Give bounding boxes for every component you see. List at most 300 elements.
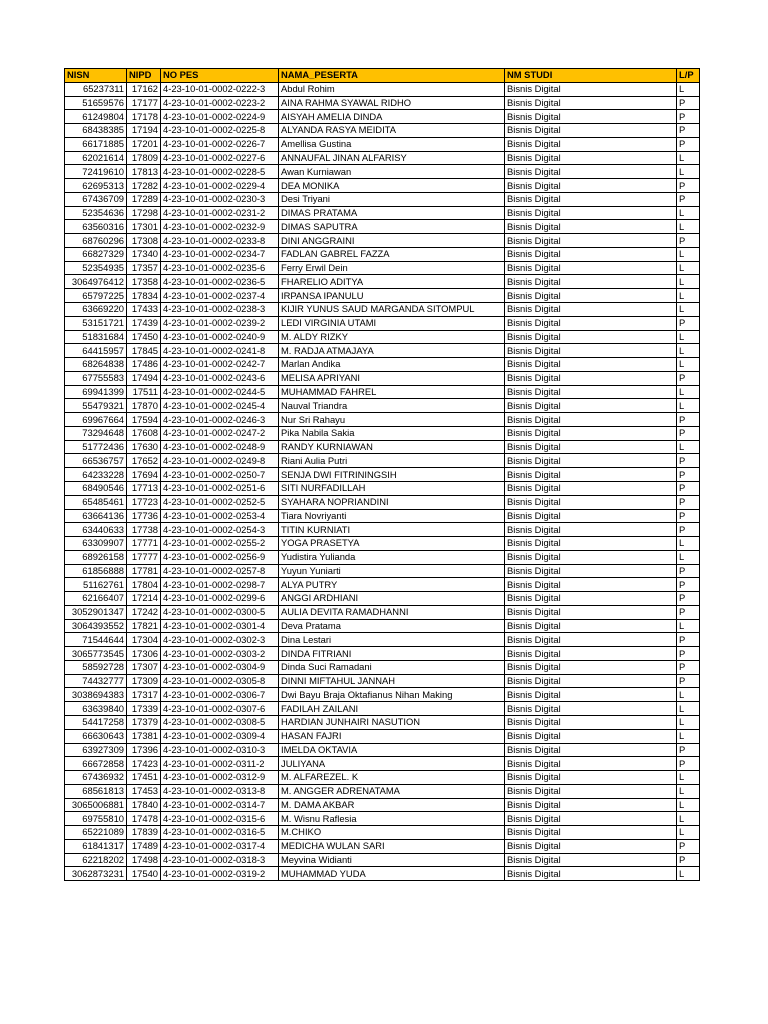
- cell-nipd[interactable]: 17870: [127, 399, 161, 413]
- cell-nipd[interactable]: 17381: [127, 729, 161, 743]
- cell-lp[interactable]: P: [677, 234, 700, 248]
- cell-no-pes[interactable]: 4-23-10-01-0002-0300-5: [161, 605, 279, 619]
- cell-nipd[interactable]: 17307: [127, 660, 161, 674]
- cell-no-pes[interactable]: 4-23-10-01-0002-0244-5: [161, 385, 279, 399]
- cell-nipd[interactable]: 17453: [127, 784, 161, 798]
- cell-nipd[interactable]: 17713: [127, 481, 161, 495]
- cell-no-pes[interactable]: 4-23-10-01-0002-0224-9: [161, 110, 279, 124]
- cell-lp[interactable]: L: [677, 220, 700, 234]
- cell-no-pes[interactable]: 4-23-10-01-0002-0255-2: [161, 537, 279, 551]
- cell-nama-peserta[interactable]: FADLAN GABREL FAZZA: [279, 247, 505, 261]
- cell-nm-studi[interactable]: Bisnis Digital: [505, 550, 677, 564]
- cell-nama-peserta[interactable]: KIJIR YUNUS SAUD MARGANDA SITOMPUL: [279, 303, 505, 317]
- cell-nm-studi[interactable]: Bisnis Digital: [505, 371, 677, 385]
- cell-nipd[interactable]: 17777: [127, 550, 161, 564]
- cell-nama-peserta[interactable]: Riani Aulia Putri: [279, 454, 505, 468]
- cell-no-pes[interactable]: 4-23-10-01-0002-0247-2: [161, 426, 279, 440]
- cell-nama-peserta[interactable]: MUHAMMAD YUDA: [279, 867, 505, 881]
- cell-no-pes[interactable]: 4-23-10-01-0002-0251-6: [161, 481, 279, 495]
- cell-no-pes[interactable]: 4-23-10-01-0002-0250-7: [161, 468, 279, 482]
- cell-no-pes[interactable]: 4-23-10-01-0002-0240-9: [161, 330, 279, 344]
- header-nipd[interactable]: NIPD: [127, 69, 161, 83]
- cell-lp[interactable]: P: [677, 674, 700, 688]
- cell-no-pes[interactable]: 4-23-10-01-0002-0229-4: [161, 179, 279, 193]
- cell-nama-peserta[interactable]: M.CHIKO: [279, 826, 505, 840]
- cell-no-pes[interactable]: 4-23-10-01-0002-0230-3: [161, 192, 279, 206]
- cell-lp[interactable]: L: [677, 688, 700, 702]
- cell-nisn[interactable]: 3038694383: [65, 688, 127, 702]
- cell-nisn[interactable]: 68760296: [65, 234, 127, 248]
- cell-lp[interactable]: L: [677, 715, 700, 729]
- cell-no-pes[interactable]: 4-23-10-01-0002-0254-3: [161, 523, 279, 537]
- cell-nama-peserta[interactable]: ALYANDA RASYA MEIDITA: [279, 124, 505, 138]
- cell-nama-peserta[interactable]: SYAHARA NOPRIANDINI: [279, 495, 505, 509]
- cell-nm-studi[interactable]: Bisnis Digital: [505, 234, 677, 248]
- cell-nama-peserta[interactable]: Abdul Rohim: [279, 82, 505, 96]
- cell-nipd[interactable]: 17317: [127, 688, 161, 702]
- cell-nipd[interactable]: 17511: [127, 385, 161, 399]
- cell-nipd[interactable]: 17194: [127, 124, 161, 138]
- cell-nisn[interactable]: 61856888: [65, 564, 127, 578]
- cell-nipd[interactable]: 17840: [127, 798, 161, 812]
- cell-lp[interactable]: P: [677, 316, 700, 330]
- cell-nisn[interactable]: 64233228: [65, 468, 127, 482]
- cell-nisn[interactable]: 52354636: [65, 206, 127, 220]
- cell-nama-peserta[interactable]: Dina Lestari: [279, 633, 505, 647]
- cell-nm-studi[interactable]: Bisnis Digital: [505, 192, 677, 206]
- cell-nipd[interactable]: 17451: [127, 771, 161, 785]
- cell-nipd[interactable]: 17162: [127, 82, 161, 96]
- cell-nama-peserta[interactable]: ALYA PUTRY: [279, 578, 505, 592]
- cell-lp[interactable]: L: [677, 771, 700, 785]
- cell-nama-peserta[interactable]: FHARELIO ADITYA: [279, 275, 505, 289]
- cell-no-pes[interactable]: 4-23-10-01-0002-0313-8: [161, 784, 279, 798]
- cell-nisn[interactable]: 71544644: [65, 633, 127, 647]
- cell-nm-studi[interactable]: Bisnis Digital: [505, 303, 677, 317]
- cell-no-pes[interactable]: 4-23-10-01-0002-0246-3: [161, 413, 279, 427]
- cell-no-pes[interactable]: 4-23-10-01-0002-0317-4: [161, 839, 279, 853]
- cell-no-pes[interactable]: 4-23-10-01-0002-0318-3: [161, 853, 279, 867]
- cell-lp[interactable]: P: [677, 192, 700, 206]
- cell-lp[interactable]: P: [677, 454, 700, 468]
- cell-nisn[interactable]: 66536757: [65, 454, 127, 468]
- cell-nm-studi[interactable]: Bisnis Digital: [505, 330, 677, 344]
- cell-lp[interactable]: L: [677, 358, 700, 372]
- cell-no-pes[interactable]: 4-23-10-01-0002-0225-8: [161, 124, 279, 138]
- cell-nm-studi[interactable]: Bisnis Digital: [505, 468, 677, 482]
- cell-nm-studi[interactable]: Bisnis Digital: [505, 853, 677, 867]
- cell-nisn[interactable]: 53151721: [65, 316, 127, 330]
- cell-nm-studi[interactable]: Bisnis Digital: [505, 757, 677, 771]
- cell-nm-studi[interactable]: Bisnis Digital: [505, 784, 677, 798]
- cell-nisn[interactable]: 58592728: [65, 660, 127, 674]
- cell-nisn[interactable]: 65221089: [65, 826, 127, 840]
- cell-no-pes[interactable]: 4-23-10-01-0002-0299-6: [161, 592, 279, 606]
- cell-nisn[interactable]: 51162761: [65, 578, 127, 592]
- cell-nipd[interactable]: 17177: [127, 96, 161, 110]
- cell-nisn[interactable]: 63309907: [65, 537, 127, 551]
- cell-nama-peserta[interactable]: SENJA DWI FITRININGSIH: [279, 468, 505, 482]
- cell-no-pes[interactable]: 4-23-10-01-0002-0315-6: [161, 812, 279, 826]
- cell-no-pes[interactable]: 4-23-10-01-0002-0237-4: [161, 289, 279, 303]
- cell-nama-peserta[interactable]: M. ALFAREZEL. K: [279, 771, 505, 785]
- cell-nisn[interactable]: 51659576: [65, 96, 127, 110]
- cell-nm-studi[interactable]: Bisnis Digital: [505, 82, 677, 96]
- cell-lp[interactable]: L: [677, 867, 700, 881]
- cell-nisn[interactable]: 62218202: [65, 853, 127, 867]
- cell-lp[interactable]: L: [677, 303, 700, 317]
- cell-nipd[interactable]: 17723: [127, 495, 161, 509]
- cell-nisn[interactable]: 63560316: [65, 220, 127, 234]
- cell-nipd[interactable]: 17450: [127, 330, 161, 344]
- cell-nm-studi[interactable]: Bisnis Digital: [505, 674, 677, 688]
- cell-lp[interactable]: L: [677, 399, 700, 413]
- cell-nisn[interactable]: 61249804: [65, 110, 127, 124]
- cell-nipd[interactable]: 17630: [127, 440, 161, 454]
- cell-lp[interactable]: L: [677, 440, 700, 454]
- cell-no-pes[interactable]: 4-23-10-01-0002-0242-7: [161, 358, 279, 372]
- cell-nm-studi[interactable]: Bisnis Digital: [505, 771, 677, 785]
- cell-lp[interactable]: P: [677, 592, 700, 606]
- cell-nipd[interactable]: 17439: [127, 316, 161, 330]
- cell-nisn[interactable]: 51831684: [65, 330, 127, 344]
- cell-nipd[interactable]: 17304: [127, 633, 161, 647]
- cell-nama-peserta[interactable]: HARDIAN JUNHAIRI NASUTION: [279, 715, 505, 729]
- cell-nama-peserta[interactable]: Marlan Andika: [279, 358, 505, 372]
- cell-nama-peserta[interactable]: DINNI MIFTAHUL JANNAH: [279, 674, 505, 688]
- cell-nama-peserta[interactable]: IMELDA OKTAVIA: [279, 743, 505, 757]
- cell-no-pes[interactable]: 4-23-10-01-0002-0252-5: [161, 495, 279, 509]
- cell-nisn[interactable]: 65797225: [65, 289, 127, 303]
- cell-nisn[interactable]: 68490546: [65, 481, 127, 495]
- cell-nama-peserta[interactable]: Yudistira Yulianda: [279, 550, 505, 564]
- cell-lp[interactable]: L: [677, 784, 700, 798]
- cell-nama-peserta[interactable]: DINDA FITRIANI: [279, 647, 505, 661]
- cell-nama-peserta[interactable]: Yuyun Yuniarti: [279, 564, 505, 578]
- cell-lp[interactable]: P: [677, 578, 700, 592]
- cell-nama-peserta[interactable]: AULIA DEVITA RAMADHANNI: [279, 605, 505, 619]
- cell-no-pes[interactable]: 4-23-10-01-0002-0245-4: [161, 399, 279, 413]
- cell-no-pes[interactable]: 4-23-10-01-0002-0306-7: [161, 688, 279, 702]
- cell-no-pes[interactable]: 4-23-10-01-0002-0227-6: [161, 151, 279, 165]
- cell-no-pes[interactable]: 4-23-10-01-0002-0319-2: [161, 867, 279, 881]
- cell-nipd[interactable]: 17340: [127, 247, 161, 261]
- cell-nipd[interactable]: 17396: [127, 743, 161, 757]
- cell-lp[interactable]: P: [677, 124, 700, 138]
- cell-nm-studi[interactable]: Bisnis Digital: [505, 523, 677, 537]
- cell-nisn[interactable]: 67436709: [65, 192, 127, 206]
- cell-nm-studi[interactable]: Bisnis Digital: [505, 261, 677, 275]
- cell-lp[interactable]: P: [677, 743, 700, 757]
- cell-lp[interactable]: L: [677, 729, 700, 743]
- cell-nisn[interactable]: 74432777: [65, 674, 127, 688]
- cell-nm-studi[interactable]: Bisnis Digital: [505, 137, 677, 151]
- cell-nama-peserta[interactable]: FADILAH ZAILANI: [279, 702, 505, 716]
- cell-nisn[interactable]: 54417258: [65, 715, 127, 729]
- cell-nama-peserta[interactable]: RANDY KURNIAWAN: [279, 440, 505, 454]
- cell-lp[interactable]: P: [677, 137, 700, 151]
- cell-nipd[interactable]: 17594: [127, 413, 161, 427]
- cell-nama-peserta[interactable]: MUHAMMAD FAHREL: [279, 385, 505, 399]
- cell-nama-peserta[interactable]: YOGA PRASETYA: [279, 537, 505, 551]
- cell-no-pes[interactable]: 4-23-10-01-0002-0232-9: [161, 220, 279, 234]
- cell-lp[interactable]: P: [677, 523, 700, 537]
- cell-nipd[interactable]: 17489: [127, 839, 161, 853]
- cell-lp[interactable]: P: [677, 757, 700, 771]
- cell-no-pes[interactable]: 4-23-10-01-0002-0239-2: [161, 316, 279, 330]
- cell-nipd[interactable]: 17201: [127, 137, 161, 151]
- cell-no-pes[interactable]: 4-23-10-01-0002-0305-8: [161, 674, 279, 688]
- cell-nama-peserta[interactable]: SITI NURFADILLAH: [279, 481, 505, 495]
- cell-nm-studi[interactable]: Bisnis Digital: [505, 316, 677, 330]
- cell-nisn[interactable]: 66630643: [65, 729, 127, 743]
- cell-no-pes[interactable]: 4-23-10-01-0002-0238-3: [161, 303, 279, 317]
- cell-nm-studi[interactable]: Bisnis Digital: [505, 715, 677, 729]
- cell-no-pes[interactable]: 4-23-10-01-0002-0311-2: [161, 757, 279, 771]
- cell-nm-studi[interactable]: Bisnis Digital: [505, 481, 677, 495]
- cell-nipd[interactable]: 17608: [127, 426, 161, 440]
- cell-nm-studi[interactable]: Bisnis Digital: [505, 633, 677, 647]
- cell-lp[interactable]: L: [677, 261, 700, 275]
- cell-nm-studi[interactable]: Bisnis Digital: [505, 660, 677, 674]
- cell-nipd[interactable]: 17478: [127, 812, 161, 826]
- cell-nm-studi[interactable]: Bisnis Digital: [505, 206, 677, 220]
- cell-nama-peserta[interactable]: MELISA APRIYANI: [279, 371, 505, 385]
- cell-lp[interactable]: P: [677, 413, 700, 427]
- cell-nisn[interactable]: 72419610: [65, 165, 127, 179]
- cell-nm-studi[interactable]: Bisnis Digital: [505, 647, 677, 661]
- cell-no-pes[interactable]: 4-23-10-01-0002-0222-3: [161, 82, 279, 96]
- cell-no-pes[interactable]: 4-23-10-01-0002-0236-5: [161, 275, 279, 289]
- cell-no-pes[interactable]: 4-23-10-01-0002-0234-7: [161, 247, 279, 261]
- cell-nm-studi[interactable]: Bisnis Digital: [505, 812, 677, 826]
- cell-lp[interactable]: P: [677, 509, 700, 523]
- header-nisn[interactable]: NISN: [65, 69, 127, 83]
- cell-no-pes[interactable]: 4-23-10-01-0002-0223-2: [161, 96, 279, 110]
- header-nm-studi[interactable]: NM STUDI: [505, 69, 677, 83]
- cell-nm-studi[interactable]: Bisnis Digital: [505, 509, 677, 523]
- cell-nisn[interactable]: 63927309: [65, 743, 127, 757]
- cell-nipd[interactable]: 17433: [127, 303, 161, 317]
- header-lp[interactable]: L/P: [677, 69, 700, 83]
- cell-nama-peserta[interactable]: M. Wisnu Raflesia: [279, 812, 505, 826]
- cell-nisn[interactable]: 66827329: [65, 247, 127, 261]
- cell-nipd[interactable]: 17821: [127, 619, 161, 633]
- cell-nisn[interactable]: 63669220: [65, 303, 127, 317]
- header-no-pes[interactable]: NO PES: [161, 69, 279, 83]
- cell-nipd[interactable]: 17309: [127, 674, 161, 688]
- cell-nama-peserta[interactable]: Nauval Triandra: [279, 399, 505, 413]
- cell-nm-studi[interactable]: Bisnis Digital: [505, 385, 677, 399]
- cell-nama-peserta[interactable]: JULIYANA: [279, 757, 505, 771]
- cell-nipd[interactable]: 17298: [127, 206, 161, 220]
- cell-nipd[interactable]: 17809: [127, 151, 161, 165]
- cell-nipd[interactable]: 17178: [127, 110, 161, 124]
- cell-nm-studi[interactable]: Bisnis Digital: [505, 564, 677, 578]
- cell-nisn[interactable]: 51772436: [65, 440, 127, 454]
- cell-nm-studi[interactable]: Bisnis Digital: [505, 96, 677, 110]
- cell-lp[interactable]: P: [677, 853, 700, 867]
- cell-nm-studi[interactable]: Bisnis Digital: [505, 454, 677, 468]
- cell-nipd[interactable]: 17308: [127, 234, 161, 248]
- cell-nm-studi[interactable]: Bisnis Digital: [505, 220, 677, 234]
- cell-nisn[interactable]: 69755810: [65, 812, 127, 826]
- cell-nipd[interactable]: 17339: [127, 702, 161, 716]
- cell-nipd[interactable]: 17214: [127, 592, 161, 606]
- cell-nisn[interactable]: 3065773545: [65, 647, 127, 661]
- cell-lp[interactable]: P: [677, 839, 700, 853]
- cell-nisn[interactable]: 68561813: [65, 784, 127, 798]
- cell-nama-peserta[interactable]: Pika Nabila Sakia: [279, 426, 505, 440]
- cell-no-pes[interactable]: 4-23-10-01-0002-0253-4: [161, 509, 279, 523]
- cell-no-pes[interactable]: 4-23-10-01-0002-0257-8: [161, 564, 279, 578]
- cell-nama-peserta[interactable]: Dinda Suci Ramadani: [279, 660, 505, 674]
- cell-nisn[interactable]: 67436932: [65, 771, 127, 785]
- cell-no-pes[interactable]: 4-23-10-01-0002-0243-6: [161, 371, 279, 385]
- cell-lp[interactable]: P: [677, 426, 700, 440]
- cell-nipd[interactable]: 17494: [127, 371, 161, 385]
- cell-nm-studi[interactable]: Bisnis Digital: [505, 605, 677, 619]
- cell-lp[interactable]: L: [677, 82, 700, 96]
- cell-lp[interactable]: L: [677, 798, 700, 812]
- cell-no-pes[interactable]: 4-23-10-01-0002-0303-2: [161, 647, 279, 661]
- cell-nm-studi[interactable]: Bisnis Digital: [505, 619, 677, 633]
- cell-no-pes[interactable]: 4-23-10-01-0002-0298-7: [161, 578, 279, 592]
- cell-lp[interactable]: P: [677, 371, 700, 385]
- cell-nipd[interactable]: 17839: [127, 826, 161, 840]
- cell-nm-studi[interactable]: Bisnis Digital: [505, 275, 677, 289]
- cell-lp[interactable]: L: [677, 702, 700, 716]
- cell-nisn[interactable]: 69967664: [65, 413, 127, 427]
- cell-nm-studi[interactable]: Bisnis Digital: [505, 344, 677, 358]
- cell-nm-studi[interactable]: Bisnis Digital: [505, 247, 677, 261]
- cell-nisn[interactable]: 69941399: [65, 385, 127, 399]
- cell-no-pes[interactable]: 4-23-10-01-0002-0231-2: [161, 206, 279, 220]
- cell-nm-studi[interactable]: Bisnis Digital: [505, 110, 677, 124]
- cell-no-pes[interactable]: 4-23-10-01-0002-0233-8: [161, 234, 279, 248]
- cell-lp[interactable]: L: [677, 330, 700, 344]
- cell-nisn[interactable]: 73294648: [65, 426, 127, 440]
- cell-no-pes[interactable]: 4-23-10-01-0002-0312-9: [161, 771, 279, 785]
- cell-nm-studi[interactable]: Bisnis Digital: [505, 165, 677, 179]
- cell-nisn[interactable]: 3064393552: [65, 619, 127, 633]
- cell-nm-studi[interactable]: Bisnis Digital: [505, 179, 677, 193]
- cell-nisn[interactable]: 3064976412: [65, 275, 127, 289]
- cell-nisn[interactable]: 55479321: [65, 399, 127, 413]
- cell-nipd[interactable]: 17736: [127, 509, 161, 523]
- cell-lp[interactable]: P: [677, 481, 700, 495]
- cell-nama-peserta[interactable]: DIMAS PRATAMA: [279, 206, 505, 220]
- cell-nisn[interactable]: 65237311: [65, 82, 127, 96]
- cell-nipd[interactable]: 17845: [127, 344, 161, 358]
- cell-no-pes[interactable]: 4-23-10-01-0002-0241-8: [161, 344, 279, 358]
- cell-nisn[interactable]: 68926158: [65, 550, 127, 564]
- cell-no-pes[interactable]: 4-23-10-01-0002-0316-5: [161, 826, 279, 840]
- cell-nisn[interactable]: 63440633: [65, 523, 127, 537]
- cell-nisn[interactable]: 65485461: [65, 495, 127, 509]
- cell-nisn[interactable]: 61841317: [65, 839, 127, 853]
- cell-nipd[interactable]: 17781: [127, 564, 161, 578]
- cell-nm-studi[interactable]: Bisnis Digital: [505, 399, 677, 413]
- cell-nama-peserta[interactable]: IRPANSA IPANULU: [279, 289, 505, 303]
- cell-no-pes[interactable]: 4-23-10-01-0002-0228-5: [161, 165, 279, 179]
- cell-nisn[interactable]: 68438385: [65, 124, 127, 138]
- cell-no-pes[interactable]: 4-23-10-01-0002-0314-7: [161, 798, 279, 812]
- cell-no-pes[interactable]: 4-23-10-01-0002-0301-4: [161, 619, 279, 633]
- cell-no-pes[interactable]: 4-23-10-01-0002-0310-3: [161, 743, 279, 757]
- cell-no-pes[interactable]: 4-23-10-01-0002-0235-6: [161, 261, 279, 275]
- cell-nama-peserta[interactable]: M. ANGGER ADRENATAMA: [279, 784, 505, 798]
- cell-nipd[interactable]: 17804: [127, 578, 161, 592]
- cell-lp[interactable]: P: [677, 495, 700, 509]
- cell-nm-studi[interactable]: Bisnis Digital: [505, 358, 677, 372]
- cell-nama-peserta[interactable]: AISYAH AMELIA DINDA: [279, 110, 505, 124]
- cell-nipd[interactable]: 17423: [127, 757, 161, 771]
- cell-nm-studi[interactable]: Bisnis Digital: [505, 151, 677, 165]
- cell-no-pes[interactable]: 4-23-10-01-0002-0308-5: [161, 715, 279, 729]
- cell-nama-peserta[interactable]: ANNAUFAL JINAN ALFARISY: [279, 151, 505, 165]
- cell-no-pes[interactable]: 4-23-10-01-0002-0248-9: [161, 440, 279, 454]
- cell-nisn[interactable]: 3062873231: [65, 867, 127, 881]
- cell-nm-studi[interactable]: Bisnis Digital: [505, 537, 677, 551]
- cell-nm-studi[interactable]: Bisnis Digital: [505, 702, 677, 716]
- cell-nm-studi[interactable]: Bisnis Digital: [505, 839, 677, 853]
- cell-nisn[interactable]: 3065006881: [65, 798, 127, 812]
- cell-nipd[interactable]: 17652: [127, 454, 161, 468]
- cell-nisn[interactable]: 66672858: [65, 757, 127, 771]
- cell-no-pes[interactable]: 4-23-10-01-0002-0226-7: [161, 137, 279, 151]
- cell-nama-peserta[interactable]: MEDICHA WULAN SARI: [279, 839, 505, 853]
- cell-nisn[interactable]: 63639840: [65, 702, 127, 716]
- cell-nm-studi[interactable]: Bisnis Digital: [505, 592, 677, 606]
- cell-nama-peserta[interactable]: DINI ANGGRAINI: [279, 234, 505, 248]
- cell-nama-peserta[interactable]: ANGGI ARDHIANI: [279, 592, 505, 606]
- cell-nama-peserta[interactable]: DIMAS SAPUTRA: [279, 220, 505, 234]
- cell-nisn[interactable]: 68264838: [65, 358, 127, 372]
- cell-nipd[interactable]: 17306: [127, 647, 161, 661]
- cell-nipd[interactable]: 17738: [127, 523, 161, 537]
- cell-nm-studi[interactable]: Bisnis Digital: [505, 867, 677, 881]
- cell-lp[interactable]: L: [677, 812, 700, 826]
- cell-nipd[interactable]: 17498: [127, 853, 161, 867]
- cell-nama-peserta[interactable]: Nur Sri Rahayu: [279, 413, 505, 427]
- cell-nisn[interactable]: 52354935: [65, 261, 127, 275]
- cell-nisn[interactable]: 66171885: [65, 137, 127, 151]
- cell-lp[interactable]: P: [677, 647, 700, 661]
- cell-lp[interactable]: L: [677, 289, 700, 303]
- cell-lp[interactable]: L: [677, 206, 700, 220]
- cell-nm-studi[interactable]: Bisnis Digital: [505, 688, 677, 702]
- cell-nisn[interactable]: 63664136: [65, 509, 127, 523]
- cell-nisn[interactable]: 62166407: [65, 592, 127, 606]
- cell-no-pes[interactable]: 4-23-10-01-0002-0249-8: [161, 454, 279, 468]
- cell-lp[interactable]: L: [677, 165, 700, 179]
- cell-lp[interactable]: L: [677, 550, 700, 564]
- cell-nama-peserta[interactable]: TITIN KURNIATI: [279, 523, 505, 537]
- cell-no-pes[interactable]: 4-23-10-01-0002-0302-3: [161, 633, 279, 647]
- cell-nipd[interactable]: 17301: [127, 220, 161, 234]
- cell-lp[interactable]: P: [677, 96, 700, 110]
- cell-lp[interactable]: P: [677, 660, 700, 674]
- cell-nama-peserta[interactable]: Amellisa Gustina: [279, 137, 505, 151]
- cell-nipd[interactable]: 17694: [127, 468, 161, 482]
- cell-nm-studi[interactable]: Bisnis Digital: [505, 426, 677, 440]
- cell-lp[interactable]: P: [677, 110, 700, 124]
- cell-lp[interactable]: L: [677, 537, 700, 551]
- cell-nama-peserta[interactable]: Deva Pratama: [279, 619, 505, 633]
- cell-nama-peserta[interactable]: LEDI VIRGINIA UTAMI: [279, 316, 505, 330]
- cell-nipd[interactable]: 17379: [127, 715, 161, 729]
